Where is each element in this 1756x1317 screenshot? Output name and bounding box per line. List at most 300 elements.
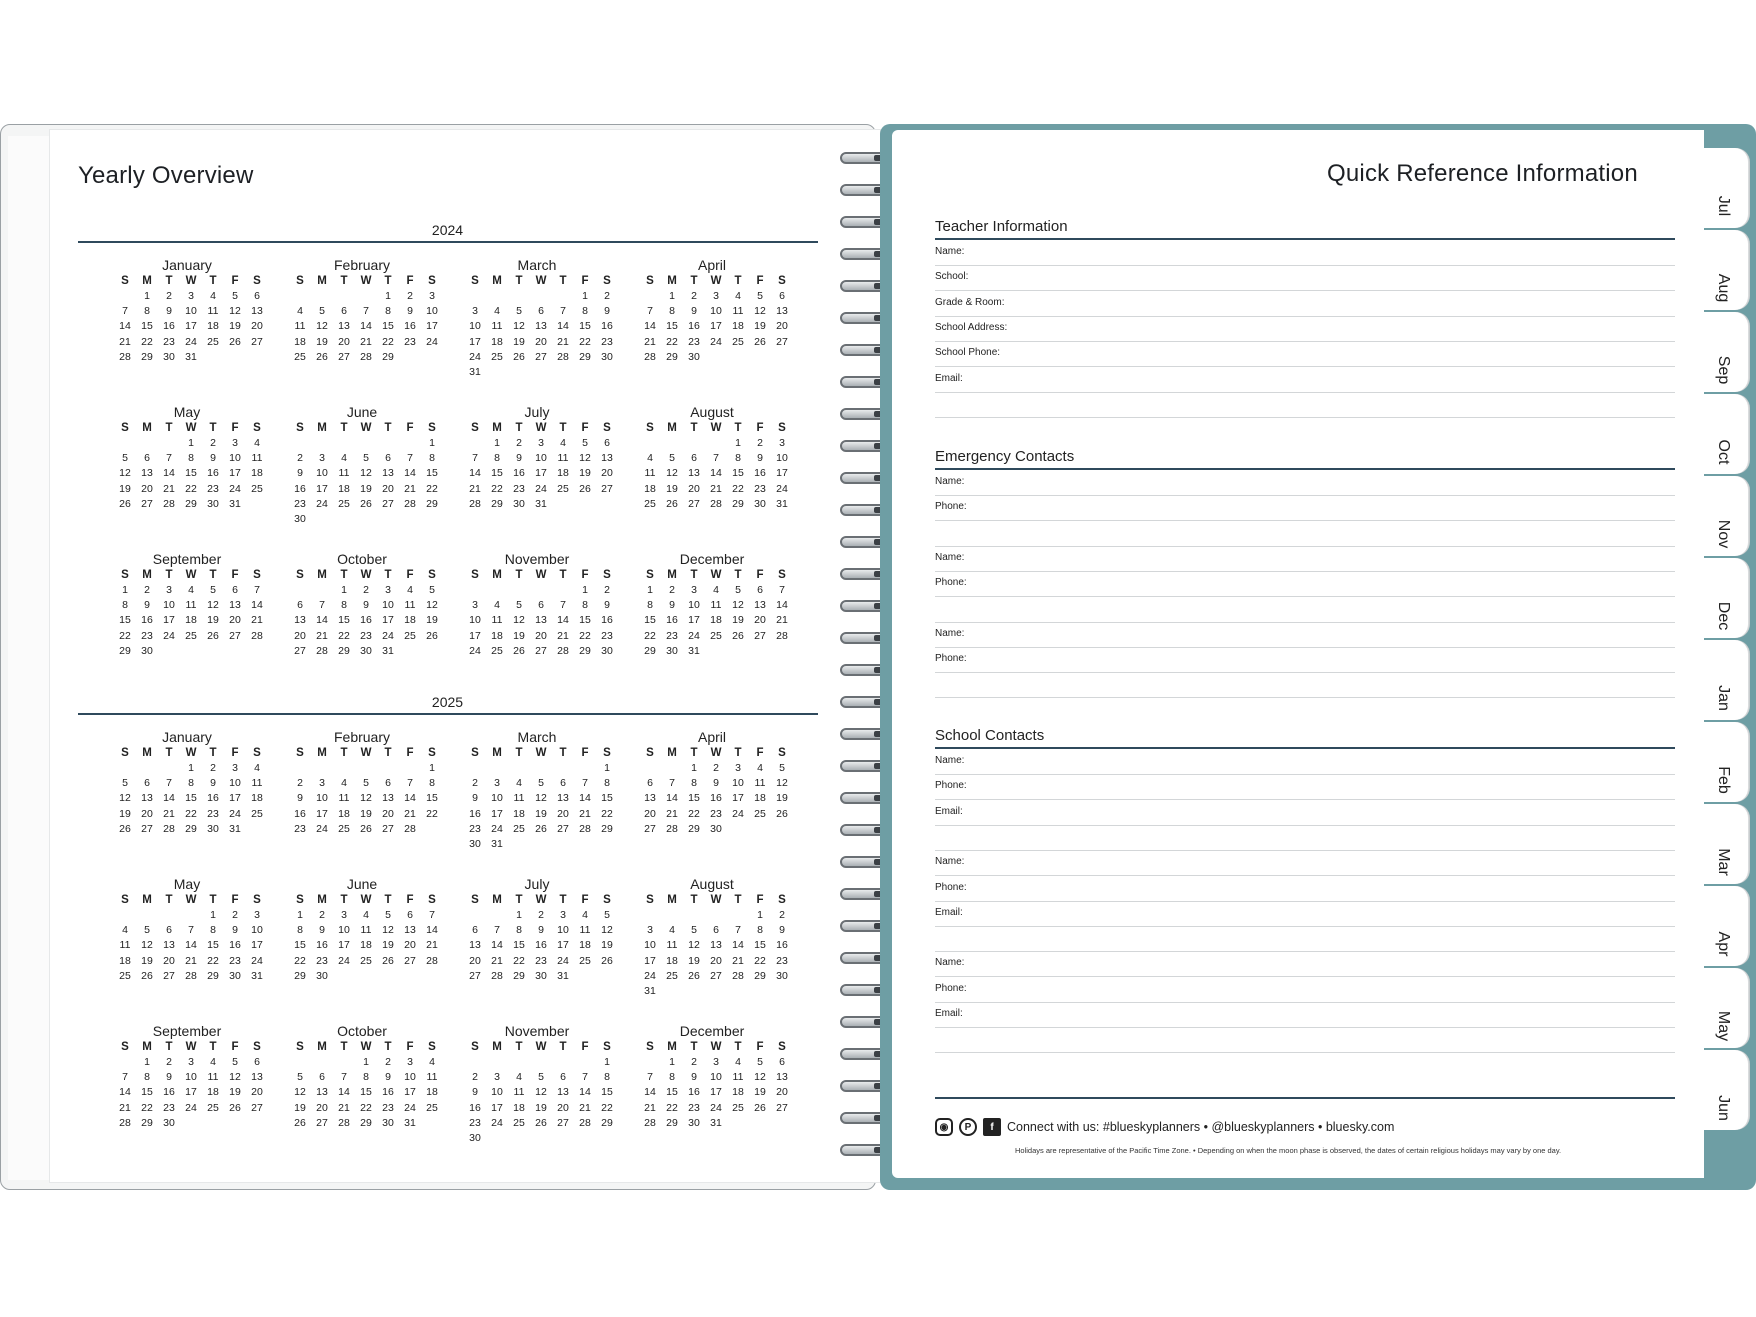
weekday-label: S — [253, 275, 261, 287]
day-cell: 29 — [601, 822, 613, 835]
day-cell — [683, 436, 705, 451]
weekday-label: M — [667, 1041, 677, 1053]
day-cell: 13 — [776, 1071, 788, 1084]
form-field[interactable]: Email: — [935, 368, 1675, 393]
day-cell: 22 — [185, 482, 197, 495]
form-field[interactable] — [935, 673, 1675, 698]
day-cell: 29 — [688, 822, 700, 835]
day-cell — [530, 583, 552, 598]
year-label: 2024 — [431, 222, 464, 238]
day-cell: 18 — [732, 1086, 744, 1099]
day-cell: 8 — [144, 305, 150, 318]
day-cell: 10 — [710, 1071, 722, 1084]
weekday-label: F — [581, 275, 589, 287]
day-cell: 25 — [557, 482, 569, 495]
day-cell: 15 — [754, 939, 766, 952]
day-cell: 28 — [360, 350, 372, 363]
weekday-label: S — [778, 894, 786, 906]
day-cell: 8 — [582, 599, 588, 612]
day-cell: 16 — [710, 792, 722, 805]
weekday-label: M — [317, 1041, 327, 1053]
weekday-label: M — [667, 275, 677, 287]
form-field[interactable]: School: — [935, 266, 1675, 291]
day-cell: 6 — [538, 305, 544, 318]
form-field[interactable]: Email: — [935, 902, 1675, 927]
weekday-label: F — [756, 569, 764, 581]
weekday-label: F — [406, 422, 414, 434]
day-cell: 18 — [119, 954, 131, 967]
day-cell: 15 — [579, 614, 591, 627]
day-cell: 6 — [779, 1056, 785, 1068]
weekday-label: S — [471, 894, 479, 906]
day-cell: 29 — [207, 969, 219, 982]
weekday-label: S — [253, 422, 261, 434]
day-cell: 16 — [404, 320, 416, 333]
day-cell: 23 — [207, 807, 219, 820]
day-cell: 15 — [338, 614, 350, 627]
weekday-header — [639, 746, 787, 761]
day-cell: 12 — [119, 467, 131, 480]
month-tab[interactable] — [1700, 148, 1749, 228]
day-cell: 12 — [513, 614, 525, 627]
day-cell: 13 — [382, 792, 394, 805]
weekday-label: S — [603, 1041, 611, 1053]
day-cell: 16 — [207, 792, 219, 805]
day-cell: 12 — [229, 305, 241, 318]
weekday-label: T — [690, 894, 698, 906]
form-field[interactable]: Name: — [935, 952, 1675, 977]
month-name: August — [690, 404, 734, 420]
day-cell: 31 — [557, 969, 569, 982]
day-cell — [114, 761, 136, 776]
day-cell: 17 — [316, 807, 328, 820]
day-cell — [464, 1055, 486, 1070]
day-cell: 24 — [710, 1101, 722, 1114]
weekday-label: W — [535, 894, 547, 906]
day-cell — [574, 761, 596, 776]
form-field[interactable]: School Address: — [935, 317, 1675, 342]
day-cell: 9 — [210, 777, 216, 790]
form-field[interactable]: Name: — [935, 851, 1675, 876]
day-cell: 30 — [360, 644, 372, 657]
day-cell: 24 — [229, 482, 241, 495]
day-cell: 12 — [732, 599, 744, 612]
day-cell: 7 — [363, 305, 369, 318]
weekday-label: T — [559, 569, 567, 581]
page-title-yearly-overview: Yearly Overview — [78, 162, 254, 189]
day-cell: 23 — [666, 629, 678, 642]
day-cell: 8 — [429, 777, 435, 790]
day-cell: 10 — [535, 452, 547, 465]
day-cell: 3 — [188, 1056, 194, 1068]
day-cell: 7 — [166, 777, 172, 790]
day-cell: 17 — [491, 807, 503, 820]
form-field[interactable] — [935, 1028, 1675, 1053]
day-cell: 5 — [604, 909, 610, 921]
day-cell: 30 — [207, 497, 219, 510]
day-cell: 20 — [141, 807, 153, 820]
day-cell: 22 — [491, 482, 503, 495]
day-cell: 2 — [779, 909, 785, 921]
day-cell: 22 — [601, 807, 613, 820]
weekday-label: T — [165, 569, 173, 581]
day-cell: 9 — [166, 1071, 172, 1084]
section-title: Emergency Contacts — [935, 448, 1075, 465]
weekday-label: S — [121, 1041, 129, 1053]
day-cell: 3 — [691, 584, 697, 596]
day-cell: 25 — [119, 969, 131, 982]
weekday-label: T — [340, 1041, 348, 1053]
day-cell: 13 — [535, 320, 547, 333]
weekday-label: S — [471, 422, 479, 434]
day-cell: 6 — [385, 777, 391, 790]
form-field[interactable]: Phone: — [935, 572, 1675, 597]
day-cell: 15 — [207, 939, 219, 952]
weekday-label: F — [581, 1041, 589, 1053]
month-tab[interactable] — [1700, 558, 1749, 638]
weekday-label: M — [142, 275, 152, 287]
weekday-label: T — [690, 275, 698, 287]
month-calendar — [462, 875, 612, 984]
day-grid — [289, 908, 437, 984]
day-cell: 21 — [404, 807, 416, 820]
form-field[interactable]: Name: — [935, 623, 1675, 648]
weekday-label: M — [492, 1041, 502, 1053]
month-tab[interactable] — [1700, 1050, 1749, 1130]
day-cell: 19 — [360, 807, 372, 820]
weekday-label: T — [384, 1041, 392, 1053]
form-field[interactable]: Name: — [935, 241, 1675, 266]
day-cell — [333, 1055, 355, 1070]
day-cell: 17 — [338, 939, 350, 952]
day-cell: 1 — [494, 437, 500, 449]
day-cell: 7 — [713, 452, 719, 465]
day-cell — [727, 908, 749, 923]
month-tab[interactable] — [1700, 722, 1749, 802]
day-grid — [114, 1055, 262, 1131]
facebook-icon[interactable]: f — [983, 1118, 1001, 1136]
form-field[interactable]: Phone: — [935, 775, 1675, 800]
day-cell: 3 — [735, 762, 741, 774]
day-cell: 5 — [429, 584, 435, 596]
day-cell: 1 — [341, 584, 347, 596]
day-cell: 4 — [560, 437, 566, 449]
day-cell: 29 — [666, 350, 678, 363]
weekday-label: W — [710, 275, 722, 287]
day-cell: 13 — [316, 1086, 328, 1099]
day-cell: 21 — [251, 614, 263, 627]
day-cell: 5 — [385, 909, 391, 921]
day-cell: 7 — [647, 305, 653, 318]
day-cell: 21 — [644, 1101, 656, 1114]
weekday-label: F — [231, 1041, 239, 1053]
month-calendar — [112, 256, 262, 365]
day-cell: 16 — [163, 320, 175, 333]
day-cell: 30 — [666, 644, 678, 657]
day-cell: 31 — [185, 350, 197, 363]
form-field[interactable]: Name: — [935, 750, 1675, 775]
day-cell: 28 — [163, 497, 175, 510]
day-cell: 4 — [254, 437, 260, 449]
day-cell — [705, 908, 727, 923]
weekday-label: S — [646, 422, 654, 434]
form-field[interactable]: Phone: — [935, 496, 1675, 521]
day-cell — [114, 1055, 136, 1070]
month-name: June — [346, 876, 378, 892]
day-cell: 5 — [669, 452, 675, 465]
day-cell: 12 — [601, 924, 613, 937]
day-cell — [552, 289, 574, 304]
day-cell: 12 — [535, 792, 547, 805]
form-field[interactable] — [935, 927, 1675, 952]
month-name: February — [333, 729, 391, 745]
day-cell: 29 — [579, 350, 591, 363]
form-field[interactable]: Phone: — [935, 978, 1675, 1003]
month-tab[interactable] — [1700, 886, 1749, 966]
form-field[interactable]: Phone: — [935, 877, 1675, 902]
weekday-label: W — [360, 894, 372, 906]
form-field[interactable]: Email: — [935, 1003, 1675, 1028]
day-cell: 16 — [601, 614, 613, 627]
day-cell: 18 — [251, 467, 263, 480]
weekday-label: T — [165, 747, 173, 759]
day-cell: 30 — [229, 969, 241, 982]
weekday-label: T — [340, 275, 348, 287]
weekday-label: S — [428, 1041, 436, 1053]
day-cell — [158, 908, 180, 923]
day-cell: 14 — [776, 599, 788, 612]
day-cell: 28 — [404, 497, 416, 510]
month-tab[interactable] — [1700, 230, 1749, 310]
day-cell: 9 — [363, 599, 369, 612]
day-cell: 19 — [382, 939, 394, 952]
day-cell: 6 — [297, 599, 303, 612]
weekday-header — [289, 1040, 437, 1055]
day-cell: 27 — [535, 644, 547, 657]
footer — [935, 1116, 1394, 1138]
day-cell: 27 — [251, 335, 263, 348]
day-cell: 6 — [647, 777, 653, 790]
month-tab[interactable] — [1700, 476, 1749, 556]
month-tab[interactable] — [1700, 394, 1749, 474]
form-field[interactable]: Grade & Room: — [935, 292, 1675, 317]
day-cell: 15 — [294, 939, 306, 952]
day-cell: 16 — [207, 467, 219, 480]
day-cell: 30 — [163, 350, 175, 363]
month-calendar — [287, 728, 437, 837]
day-cell: 28 — [491, 969, 503, 982]
day-cell: 2 — [166, 1056, 172, 1068]
day-cell: 5 — [144, 924, 150, 937]
day-cell: 6 — [538, 599, 544, 612]
form-field[interactable] — [935, 598, 1675, 623]
day-cell: 10 — [732, 777, 744, 790]
month-calendar — [287, 550, 437, 659]
day-cell: 27 — [141, 822, 153, 835]
form-field[interactable] — [935, 826, 1675, 851]
weekday-label: F — [756, 275, 764, 287]
day-cell: 22 — [579, 335, 591, 348]
day-cell: 31 — [251, 969, 263, 982]
weekday-label: T — [515, 569, 523, 581]
day-cell: 20 — [776, 1086, 788, 1099]
day-cell: 11 — [185, 599, 197, 612]
weekday-header — [114, 1040, 262, 1055]
day-cell: 10 — [469, 320, 481, 333]
weekday-header — [639, 274, 787, 289]
day-cell: 20 — [535, 629, 547, 642]
day-cell: 18 — [491, 335, 503, 348]
month-tab[interactable] — [1700, 804, 1749, 884]
weekday-label: T — [515, 422, 523, 434]
day-cell: 16 — [360, 614, 372, 627]
day-cell: 19 — [141, 954, 153, 967]
form-field[interactable] — [935, 393, 1675, 418]
weekday-label: S — [778, 422, 786, 434]
day-cell: 17 — [229, 467, 241, 480]
day-cell — [508, 1055, 530, 1070]
weekday-label: S — [253, 1041, 261, 1053]
day-cell: 25 — [338, 497, 350, 510]
pinterest-icon[interactable]: P — [959, 1118, 977, 1136]
day-cell: 2 — [691, 1056, 697, 1068]
day-cell: 3 — [494, 777, 500, 790]
day-grid — [289, 1055, 437, 1131]
day-cell: 10 — [185, 1071, 197, 1084]
day-cell: 2 — [144, 584, 150, 596]
day-cell: 15 — [185, 792, 197, 805]
form-field[interactable]: Name: — [935, 547, 1675, 572]
day-cell: 31 — [644, 984, 656, 997]
day-cell: 30 — [316, 969, 328, 982]
weekday-label: S — [646, 894, 654, 906]
day-cell: 9 — [297, 792, 303, 805]
day-cell — [399, 436, 421, 451]
day-cell: 5 — [122, 452, 128, 465]
day-cell: 24 — [229, 807, 241, 820]
weekday-label: T — [165, 894, 173, 906]
month-calendar — [637, 1022, 787, 1131]
day-cell: 8 — [647, 599, 653, 612]
day-cell: 22 — [185, 807, 197, 820]
month-tab-label: Feb — [1715, 766, 1732, 794]
day-cell: 5 — [538, 1071, 544, 1084]
day-cell: 8 — [122, 599, 128, 612]
day-cell: 30 — [207, 822, 219, 835]
day-cell: 28 — [776, 629, 788, 642]
day-cell: 8 — [494, 452, 500, 465]
weekday-label: T — [384, 569, 392, 581]
day-cell — [289, 436, 311, 451]
month-name: September — [152, 551, 222, 567]
day-cell: 27 — [557, 1116, 569, 1129]
month-calendar — [287, 403, 437, 527]
day-cell: 22 — [141, 335, 153, 348]
day-grid — [289, 761, 437, 837]
weekday-label: T — [559, 747, 567, 759]
day-cell: 25 — [491, 350, 503, 363]
day-cell: 27 — [382, 822, 394, 835]
day-cell: 12 — [579, 452, 591, 465]
left-page-edge — [8, 136, 51, 1180]
weekday-label: W — [185, 569, 197, 581]
day-cell: 18 — [491, 629, 503, 642]
day-cell: 6 — [560, 777, 566, 790]
form-field[interactable]: Phone: — [935, 648, 1675, 673]
weekday-label: M — [317, 569, 327, 581]
day-cell: 9 — [604, 599, 610, 612]
day-grid — [289, 436, 437, 527]
form-field[interactable]: Name: — [935, 471, 1675, 496]
day-cell: 1 — [188, 762, 194, 774]
day-cell: 5 — [691, 924, 697, 937]
day-cell: 24 — [557, 954, 569, 967]
day-cell: 19 — [754, 320, 766, 333]
day-cell: 19 — [426, 614, 438, 627]
weekday-label: T — [559, 422, 567, 434]
day-cell: 19 — [535, 1101, 547, 1114]
day-cell: 9 — [779, 924, 785, 937]
day-cell: 14 — [666, 792, 678, 805]
day-cell: 17 — [185, 1086, 197, 1099]
day-cell: 26 — [754, 1101, 766, 1114]
day-cell: 11 — [207, 1071, 219, 1084]
day-cell: 21 — [579, 1101, 591, 1114]
day-grid — [114, 908, 262, 984]
month-tab[interactable] — [1700, 312, 1749, 392]
day-cell: 7 — [560, 305, 566, 318]
weekday-label: W — [710, 894, 722, 906]
weekday-label: S — [121, 275, 129, 287]
day-cell: 2 — [472, 1071, 478, 1084]
weekday-label: M — [667, 422, 677, 434]
weekday-label: F — [406, 747, 414, 759]
month-tab[interactable] — [1700, 968, 1749, 1048]
day-cell: 12 — [119, 792, 131, 805]
day-cell: 31 — [229, 497, 241, 510]
form-field[interactable] — [935, 522, 1675, 547]
day-cell: 20 — [251, 1086, 263, 1099]
day-cell: 25 — [251, 807, 263, 820]
day-cell: 14 — [338, 1086, 350, 1099]
day-cell: 27 — [141, 497, 153, 510]
day-cell: 29 — [513, 969, 525, 982]
day-cell: 28 — [185, 969, 197, 982]
day-cell: 9 — [538, 924, 544, 937]
month-tab[interactable] — [1700, 640, 1749, 720]
month-name: November — [504, 1023, 570, 1039]
day-cell: 18 — [207, 1086, 219, 1099]
day-cell: 15 — [360, 1086, 372, 1099]
month-calendar — [112, 1022, 262, 1131]
month-name: October — [337, 1023, 387, 1039]
instagram-icon[interactable]: ◉ — [935, 1118, 953, 1136]
day-cell: 22 — [579, 629, 591, 642]
month-name: December — [679, 1023, 745, 1039]
day-cell: 12 — [754, 1071, 766, 1084]
day-cell: 8 — [144, 1071, 150, 1084]
day-cell: 29 — [732, 497, 744, 510]
day-cell: 23 — [469, 1116, 481, 1129]
day-cell: 21 — [185, 954, 197, 967]
day-cell: 21 — [732, 954, 744, 967]
form-field[interactable]: Email: — [935, 801, 1675, 826]
day-cell: 5 — [516, 305, 522, 318]
day-cell — [464, 908, 486, 923]
form-field[interactable]: School Phone: — [935, 342, 1675, 367]
day-cell: 22 — [666, 335, 678, 348]
day-cell: 9 — [604, 305, 610, 318]
